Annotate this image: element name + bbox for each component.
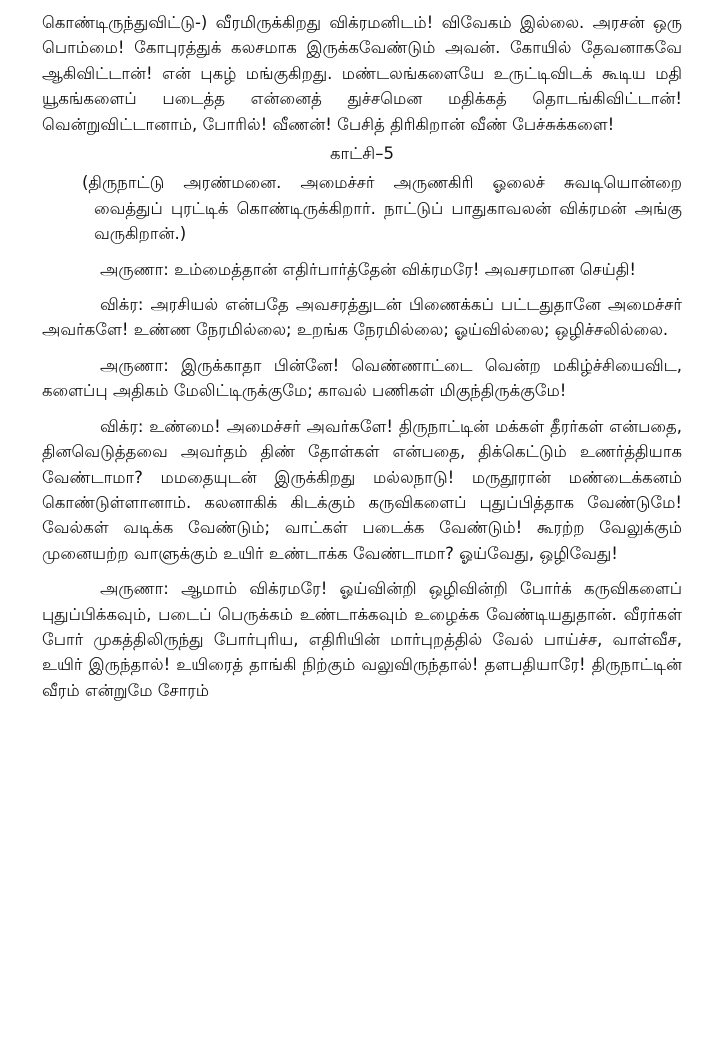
dialogue-speaker: விக்ர: bbox=[100, 295, 144, 315]
opening-paragraph: கொண்டிருந்துவிட்டு-) வீரமிருக்கிறது விக்ரமனிடம்! விவேகம் இல்லை. அரசன் ஒரு பொம்மை! கோபுரத்துக் கலசமாக இருக்கவேண்டும் அவன். கோயில் தேவனாகவே ஆகிவிட்டான்! என் புகழ் மங்குகிறது. மண்டலங்களையே உருட்டிவிடக் கூடிய மதி யூகங்களைப் படைத்த என்னைத் துச்சமென மதிக்கத் தொடங்கிவிட்டான்! வென்றுவிட்டானாம், போரில்! வீணன்! பேசித் திரிகிறான் வீண் பேச்சுக்களை! bbox=[42, 13, 682, 134]
dialogue-text: இருக்காதா பின்னே! வெண்ணாட்டை வென்ற மகிழ்ச்சியைவிட, களைப்பு அதிகம் மேலிட்டிருக்குமே; காவல் பணிகள் மிகுந்திருக்குமே! bbox=[42, 355, 683, 401]
dialogue-text: உம்மைத்தான் எதிர்பார்த்தேன் விக்ரமரே! அவசரமான செய்தி! bbox=[174, 259, 636, 279]
scene-title: காட்சி–5 bbox=[330, 144, 394, 164]
dialogue-speaker: அருணா: bbox=[100, 259, 169, 279]
dialogue-paragraph bbox=[42, 292, 682, 343]
dialogue-paragraph bbox=[42, 353, 682, 404]
stage-direction: (திருநாட்டு அரண்மனை. அமைச்சர் அருணகிரி ஓலைச் சுவடியொன்றை வைத்துப் புரட்டிக் கொண்டிருக்கிறார். நாட்டுப் பாதுகாவலன் விக்ரமன் அங்கு வருகிறான்.) bbox=[82, 173, 682, 244]
book-page bbox=[42, 10, 682, 703]
dialogue-text: ஆமாம் விக்ரமரே! ஓய்வின்றி ஒழிவின்றி போர்க் கருவிகளைப் புதுப்பிக்கவும், படைப் பெருக்கம் உண்டாக்கவும் உழைக்க வேண்டியதுதான். வீரர்கள் போர் முகத்திலிருந்து போர்புரிய, எதிரியின் மார்புறத்தில் வேல் பாய்ச்ச, வாள்வீச, உயிர் இருந்தால்! உயிரைத் தாங்கி நிற்கும் வலுவிருந்தால்! தளபதியாரே! திருநாட்டின் வீரம் என்றுமே சோரம் bbox=[42, 579, 683, 700]
dialogue-paragraph bbox=[42, 576, 682, 703]
dialogue-paragraph bbox=[42, 257, 682, 282]
dialogue-paragraph bbox=[42, 414, 682, 566]
dialogue-speaker: அருணா: bbox=[100, 579, 169, 599]
dialogue-speaker: விக்ர: bbox=[100, 416, 144, 436]
dialogue-text: உண்மை! அமைச்சர் அவர்களே! திருநாட்டின் மக்கள் தீரர்கள் என்பதை, தினவெடுத்தவை அவர்தம் திண் தோள்கள் என்பதை, திக்கெட்டும் உணர்த்தியாக வேண்டாமா? மமதையுடன் இருக்கிறது மல்லநாடு! மருதூரான் மண்டைக்கனம் கொண்டுள்ளானாம். கலனாகிக் கிடக்கும் கருவிகளைப் புதுப்பித்தாக வேண்டுமே! வேல்கள் வடிக்க வேண்டும்; வாட்கள் படைக்க வேண்டும்! கூரற்ற வேலுக்கும் முனையற்ற வாளுக்கும் உயிர் உண்டாக்க வேண்டாமா? ஓய்வேது, ஒழிவேது! bbox=[42, 416, 683, 563]
dialogue-speaker: அருணா: bbox=[100, 355, 169, 375]
dialogue-text: அரசியல் என்பதே அவசரத்துடன் பிணைக்கப் பட்டதுதானே அமைச்சர் அவர்களே! உண்ண நேரமில்லை; உறங்க நேரமில்லை; ஓய்வில்லை; ஒழிச்சலில்லை. bbox=[42, 295, 682, 340]
